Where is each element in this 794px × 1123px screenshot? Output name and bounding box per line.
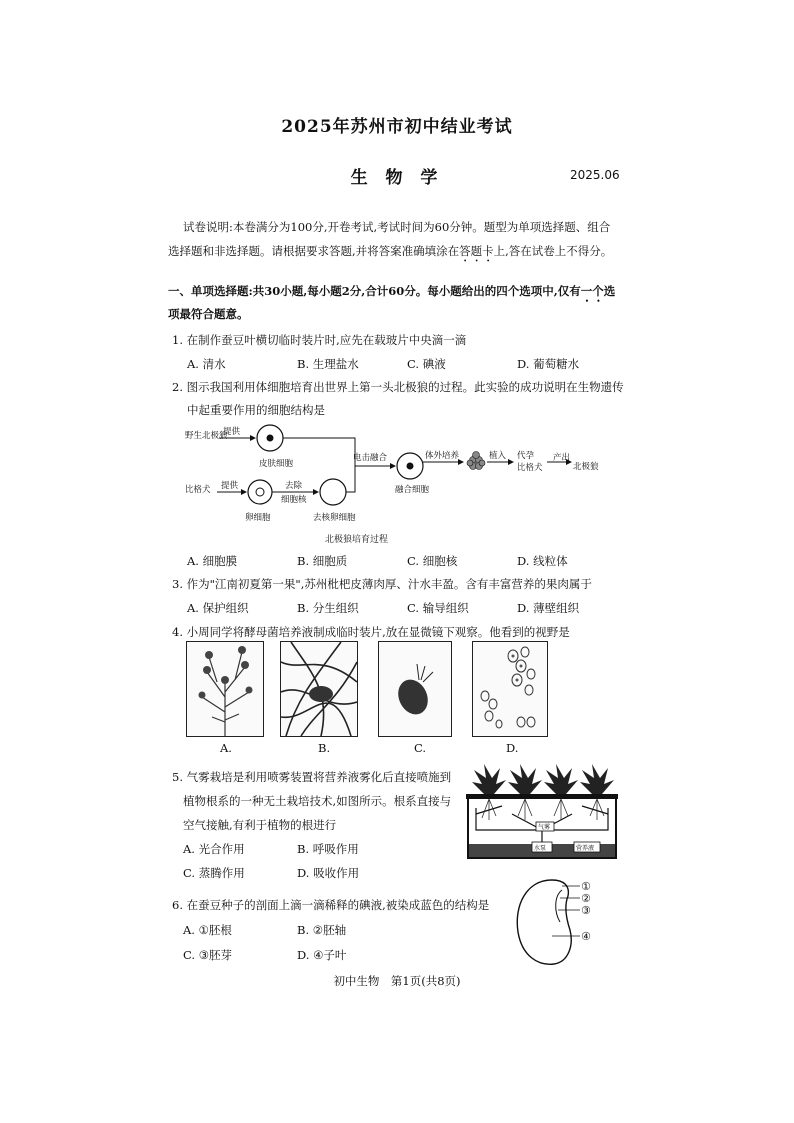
yeast-cells-picture	[473, 642, 547, 736]
support-board	[466, 794, 618, 799]
beagle-label: 比格犬	[185, 485, 211, 495]
q5-stem-line1: 5. 气雾栽培是利用喷雾装置将营养液雾化后直接喷施到	[172, 770, 452, 784]
q3-option-c: C. 输导组织	[407, 601, 469, 615]
q1-option-a: A. 清水	[187, 357, 226, 371]
birth-label: 产出	[553, 453, 571, 463]
q2-stem-line2: 中起重要作用的细胞结构是	[187, 403, 325, 417]
q5-option-a: A. 光合作用	[183, 842, 245, 856]
arctic-wolf-cloning-diagram	[175, 420, 615, 550]
remove-nucleus-label: 细胞核	[281, 495, 307, 505]
q4-image-c	[378, 641, 452, 737]
q4-image-d	[472, 641, 548, 737]
section1-heading: 一、单项选择题:共30小题,每小题2分,合计60分。每小题给出的四个选项中,仅有一个选	[168, 284, 616, 298]
aeroponics-diagram	[462, 758, 622, 864]
q4-stem: 4. 小周同学将酵母菌培养液制成临时装片,放在显微镜下观察。他看到的视野是	[172, 625, 570, 639]
q5-option-c: C. 蒸腾作用	[183, 866, 245, 880]
surrogate-label: 代孕	[517, 451, 535, 461]
one-emphasis: 一个	[580, 284, 604, 298]
q2-option-b: B. 细胞质	[297, 554, 348, 568]
q6-option-d: D. ④子叶	[297, 948, 347, 962]
q3-option-b: B. 分生组织	[297, 601, 359, 615]
filament-picture	[281, 642, 357, 736]
q5-stem-line3: 空气接触,有利于植物的根进行	[183, 818, 337, 832]
enucleated-egg-shape	[320, 479, 346, 505]
plant-leaves	[472, 764, 614, 794]
q4-option-b: B.	[318, 741, 331, 755]
instructions-line2: 选择题和非选择题。请根据要求答题,并将答案准确填涂在答题卡上,答在试卷上不得分。	[168, 244, 613, 258]
q4-image-a	[186, 641, 264, 737]
arctic-wolf-result-label: 北极狼	[573, 462, 599, 472]
wild-wolf-label: 野生北极狼	[185, 431, 228, 441]
q4-option-a: A.	[220, 741, 232, 755]
embryo-cluster	[467, 452, 485, 470]
q6-option-b: B. ②胚轴	[297, 923, 347, 937]
implant-label: 植入	[489, 451, 507, 461]
section1-heading-line2: 项最符合题意。	[168, 307, 249, 321]
egg-cell-label: 卵细胞	[245, 513, 271, 523]
broad-bean-seed-diagram	[508, 876, 598, 970]
q1-stem: 1. 在制作蚕豆叶横切临时装片时,应先在载玻片中央滴一滴	[172, 333, 467, 347]
answer-card-emphasis: 答题卡	[459, 244, 494, 258]
protozoan-picture	[379, 642, 451, 736]
q2-option-c: C. 细胞核	[407, 554, 458, 568]
q4-option-d: D.	[506, 741, 519, 755]
q1-option-b: B. 生理盐水	[297, 357, 359, 371]
q2-option-a: A. 细胞膜	[187, 554, 238, 568]
q2-option-d: D. 线粒体	[517, 554, 568, 568]
in-vitro-label: 体外培养	[425, 451, 460, 461]
instructions-line1: 试卷说明:本卷满分为100分,开卷考试,考试时间为60分钟。题型为单项选择题、组合	[183, 220, 611, 234]
enucleated-egg-label: 去核卵细胞	[313, 513, 356, 523]
exam-date: 2025.06	[570, 168, 620, 182]
provide-label-2: 提供	[221, 481, 239, 491]
mist-label: 气雾	[538, 824, 551, 831]
provide-label-1: 提供	[223, 427, 241, 437]
seed-label-4: ④	[581, 930, 591, 943]
q2-stem-line1: 2. 图示我国利用体细胞培育出世界上第一头北极狼的过程。此实验的成功说明在生物遗传	[172, 380, 624, 394]
skin-cell-nucleus	[267, 435, 274, 442]
q1-option-c: C. 碘液	[407, 357, 446, 371]
q6-option-a: A. ①胚根	[183, 923, 232, 937]
seed-label-3: ③	[581, 904, 591, 917]
q3-option-d: D. 薄壁组织	[517, 601, 580, 615]
skin-cell-label: 皮肤细胞	[259, 459, 294, 469]
electrofusion-label: 电击融合	[353, 453, 388, 463]
q3-option-a: A. 保护组织	[187, 601, 249, 615]
q4-image-b	[280, 641, 358, 737]
q6-option-c: C. ③胚芽	[183, 948, 233, 962]
seed-label-2: ②	[581, 892, 591, 905]
q6-stem: 6. 在蚕豆种子的剖面上滴一滴稀释的碘液,被染成蓝色的结构是	[172, 898, 490, 912]
egg-cell-shape	[248, 480, 272, 504]
fused-cell-label: 融合细胞	[395, 485, 430, 495]
page-footer: 初中生物 第1页(共8页)	[333, 974, 461, 988]
q3-stem: 3. 作为"江南初夏第一果",苏州枇杷皮薄肉厚、汁水丰盈。含有丰富营养的果肉属于	[172, 577, 592, 591]
q1-option-d: D. 葡萄糖水	[517, 357, 580, 371]
q5-option-d: D. 吸收作用	[297, 866, 360, 880]
mold-hyphae-picture	[187, 642, 263, 736]
remove-label: 去除	[285, 481, 303, 491]
fused-cell-nucleus	[407, 463, 414, 470]
seed-label-1: ①	[581, 880, 591, 893]
pump-label: 水泵	[534, 845, 547, 852]
seed-outline	[517, 880, 571, 964]
q5-stem-line2: 植物根系的一种无土栽培技术,如图所示。根系直接与	[183, 794, 452, 808]
surrogate-label-2: 比格犬	[517, 463, 543, 473]
q4-option-c: C.	[414, 741, 427, 755]
exam-title: 2025年苏州市初中结业考试	[281, 117, 513, 137]
nutrient-label: 营养液	[576, 845, 595, 852]
q5-option-b: B. 呼吸作用	[297, 842, 359, 856]
roots	[482, 799, 604, 820]
diagram-caption: 北极狼培育过程	[325, 535, 389, 545]
subject-title: 生 物 学	[350, 168, 444, 188]
